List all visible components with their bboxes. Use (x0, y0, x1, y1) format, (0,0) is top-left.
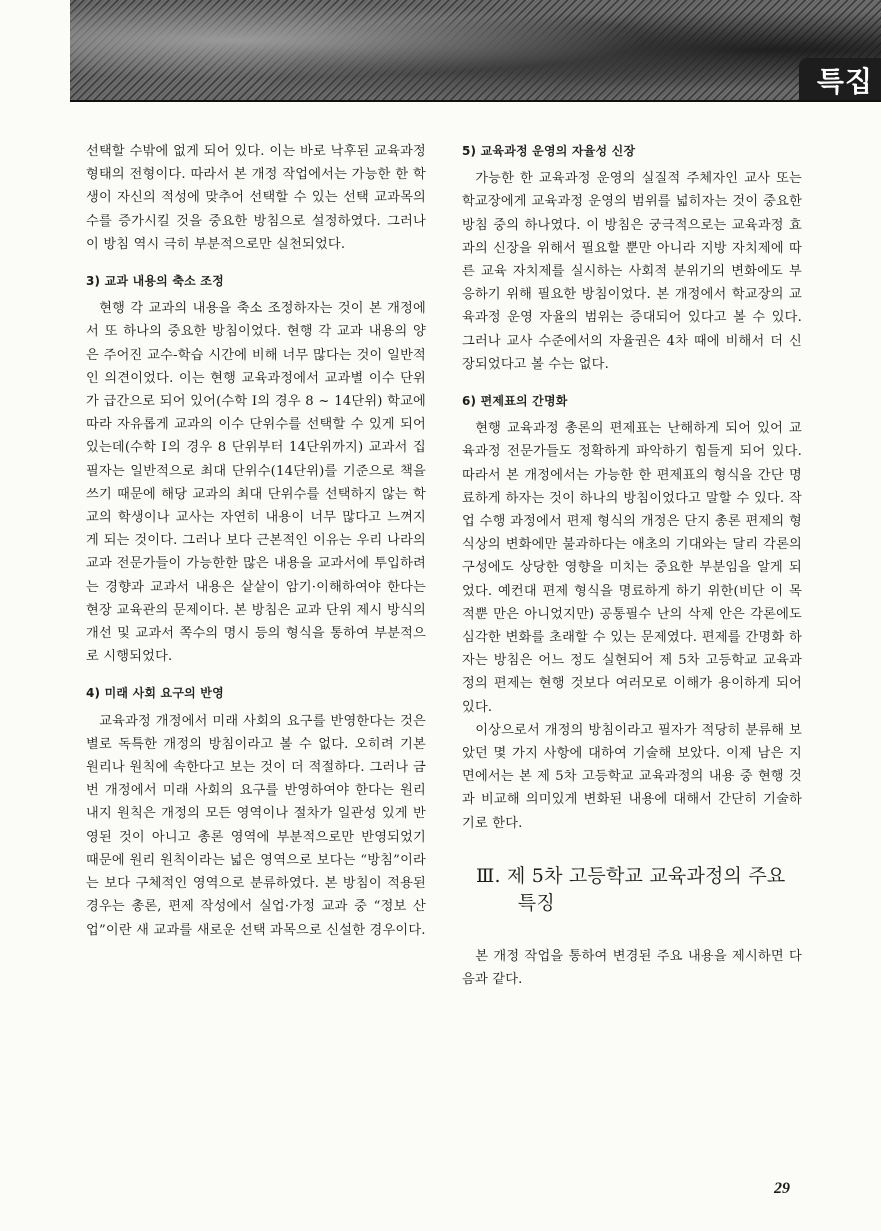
paragraph-5: 가능한 한 교육과정 운영의 실질적 주체자인 교사 또는 학교장에게 교육과정 운영의 범위를 넓히자는 것이 중요한 방침 중의 하나였다. 이 방침은 궁극적으로는 교육과정 효과의 신장을 위해서 필요할 뿐만 아니라 지방 자치제에 따른 교육 자치제를 실시하는 사회적 분위기의 변화에도 부응하기 위해 필요한 방침이었다. 본 개정에서 학교장의 교육과정 운영 자율의 범위는 증대되어 있다고 볼 수 있다. 그러나 교사 수준에서의 자율권은 4차 때에 비해서 더 신장되었다고 볼 수는 없다. (462, 171, 802, 372)
paragraph-8: 본 개정 작업을 통하여 변경된 주요 내용을 제시하면 다음과 같다. (462, 948, 802, 988)
heading-4: 4) 미래 사회 요구의 반영 (86, 686, 224, 701)
paragraph-intro: 선택할 수밖에 없게 되어 있다. 이는 바로 낙후된 교육과정 형태의 전형이다. 따라서 본 개정 작업에서는 가능한 한 학생이 자신의 적성에 맞추어 선택할 수 있는 선택 교과목의 수를 증가시킬 것을 중요한 방침으로 설정하였다. 그러나 이 방침 역시 극히 부분적으로만 실천되었다. (86, 144, 426, 252)
heading-5: 5) 교육과정 운영의 자율성 신장 (462, 144, 636, 158)
paragraph-7: 이상으로서 개정의 방침이라고 필자가 적당히 분류해 보았던 몇 가지 사항에 대하여 기술해 보았다. 이제 남은 지면에서는 본 제 5차 고등학교 교육과정의 내용 중 현행 것과 비교해 의미있게 변화된 내용에 대해서 간단히 기술하기로 한다. (462, 722, 802, 831)
paragraph-3: 현행 각 교과의 내용을 축소 조정하자는 것이 본 개정에서 또 하나의 중요한 방침이었다. 현행 각 교과 내용의 양은 주어진 교수-학습 시간에 비해 너무 많다는 것이 일반적인 의견이었다. 이는 현행 교육과정에서 교과별 이수 단위가 급간으로 되어 있어(수학 Ⅰ의 경우 8 ~ 14단위) 학교에 따라 자유롭게 교과의 이수 단위수를 선택할 수 있게 되어 있는데(수학 Ⅰ의 경우 8 단위부터 14단위까지) 교과서 집필자는 일반적으로 최대 단위수(14단위)를 기준으로 책을 쓰기 때문에 해당 교과의 최대 단위수를 선택하지 않는 학교의 학생이나 교사는 자연히 내용이 너무 많다고 느껴지게 되는 것이다. 그러나 보다 근본적인 이유는 우리 나라의 교과 전문가들이 가능한한 많은 내용을 교과서에 투입하려는 경향과 교과서 내용은 샅샅이 암기·이해하여야 한다는 현장 교육관의 문제이다. 본 방침은 교과 단위 제시 방식의 개선 및 교과서 쪽수의 명시 등의 형식을 통하여 부분적으로 시행되었다. (86, 301, 426, 665)
paragraph-4: 교육과정 개정에서 미래 사회의 요구를 반영한다는 것은 별로 독특한 개정의 방침이라고 볼 수 없다. 오히려 기본 원리나 원칙에 속한다고 보는 것이 더 적절하다. 그러나 금번 개정에서 미래 사회의 요구를 반영하여야 한다는 원리 내지 원칙은 개정의 모든 영역이나 절차가 일관성 있게 반영된 것이 아니고 총론 영역에 부분적으로만 반영되었기 때문에 원리 원칙이라는 넓은 영역으로 보다는 “방침”이라는 보다 구체적인 영역으로 분류하였다. 본 방침이 적용된 경우는 총론, 편제 작성에서 실업·가정 교과 중 “정보 산업”이란 새 교과를 새로운 선택 과목으로 신설한 경우이다. (86, 713, 426, 938)
page-number: 29 (774, 1180, 790, 1197)
heading-6: 6) 편제표의 간명화 (462, 394, 568, 409)
header-banner (70, 0, 881, 102)
heading-3: 3) 교과 내용의 축소 조정 (86, 274, 224, 289)
left-column (86, 140, 426, 942)
right-column (462, 140, 802, 991)
section-label: 특집 (816, 65, 873, 98)
section-title: Ⅲ. 제 5차 고등학교 교육과정의 주요 특징 (476, 864, 786, 914)
paragraph-6: 현행 교육과정 총론의 편제표는 난해하게 되어 있어 교육과정 전문가들도 정확하게 파악하기 힘들게 되어 있다. 따라서 본 개정에서는 가능한 한 편제표의 형식을 간단 명료하게 하자는 것이 하나의 방침이었다고 말할 수 있다. 작업 수행 과정에서 편제 형식의 개정은 단지 총론 편제의 형식상의 변화에만 불과하다는 애초의 기대와는 달리 각론의 구성에도 상당한 영향을 미치는 중요한 부분임을 알게 되었다. 예컨대 편제 형식을 명료하게 하기 위한(비단 이 목적뿐 만은 아니었지만) 공통필수 난의 삭제 안은 각론에도 심각한 변화를 초래할 수 있는 문제였다. 편제를 간명화 하자는 방침은 어느 정도 실현되어 제 5차 고등학교 교육과정의 편제는 현행 것보다 여러모로 이해가 용이하게 되어 있다. (462, 421, 802, 715)
